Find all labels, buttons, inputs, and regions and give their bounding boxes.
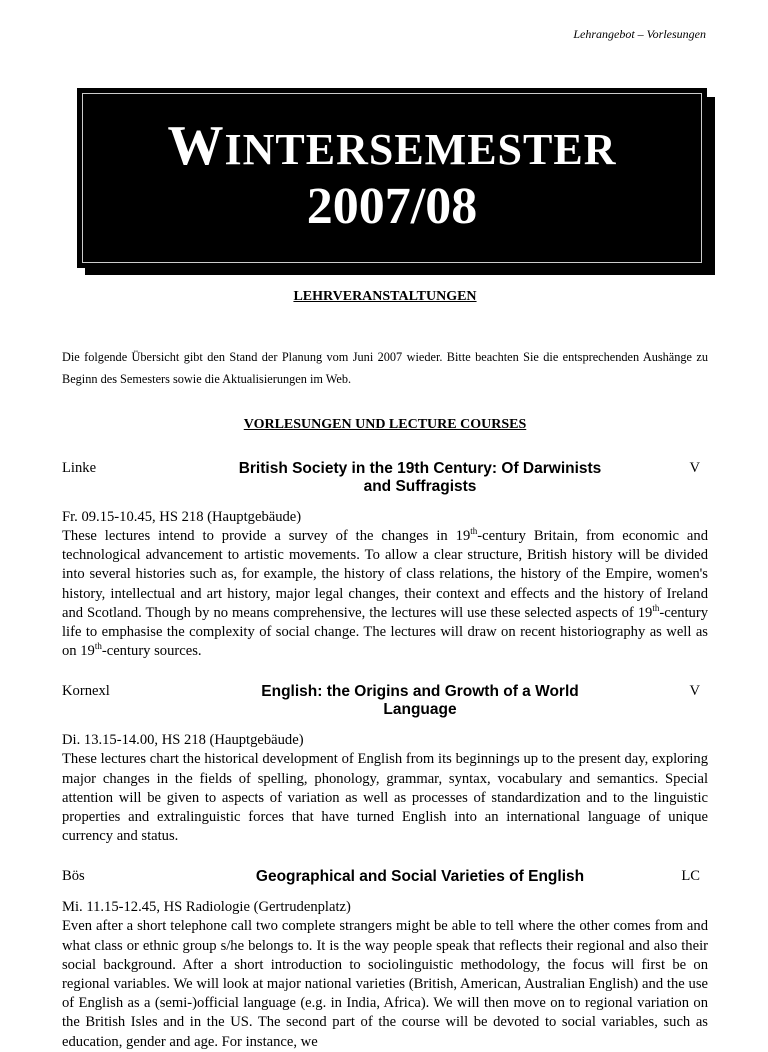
heading: LEHRVERANSTALTUNGEN (293, 289, 477, 304)
lecturer: Kornexl (62, 683, 110, 700)
lecturer: Bös (62, 868, 85, 885)
course-schedule: Mi. 11.15-12.45, HS Radiologie (Gertrudenplatz) (62, 899, 351, 916)
section-heading: VORLESUNGEN UND LECTURE COURSES (243, 417, 527, 432)
course-type: V (689, 460, 700, 476)
course-title: Geographical and Social Varieties of English (255, 868, 585, 886)
intro-paragraph: Die folgende Übersicht gibt den Stand der Planung vom Juni 2007 wieder. Bitte beachten Sie die entsprechenden Aushänge zu Beginn des Semesters sowie die Aktualisierungen im Web. (62, 350, 708, 386)
running-header: Lehrangebot – Vorlesungen (573, 27, 706, 41)
course-title: British Society in the 19th Century: Of Darwinists and Suffragists (238, 460, 602, 495)
course-type: LC (681, 868, 700, 885)
lecturer: Linke (62, 460, 97, 476)
course-entry (62, 683, 708, 846)
banner-rest: INTERSEMESTER (224, 125, 617, 174)
course-schedule: Fr. 09.15-10.45, HS 218 (Hauptgebäude) (62, 509, 302, 525)
banner-year: 2007/08 (306, 178, 478, 235)
course-entry (62, 460, 708, 661)
course-description: These lectures intend to provide a survey of the changes in 19th-century Britain, from economic and technological advancement to artistic movements. To allow a clear structure, British history will be divided into several histories such as, for example, the history of class relations, the history of the Empire, women's history, intellectual and art history, major legal changes, their context and effects and the history of Ireland and Scotland. Though by no means comprehensive, the lectures will use these selected aspects of 19th-century life to emphasise the complexity of social change. The lectures will draw on recent historiography as well as on 19th-century sources. (62, 526, 708, 660)
banner-initial: W (167, 115, 225, 177)
course-entry (62, 868, 708, 1051)
course-title: English: the Origins and Growth of a World Language (261, 683, 579, 719)
course-type: V (689, 683, 700, 700)
course-description: Even after a short telephone call two complete strangers might be able to tell where the other comes from and what class or ethnic group s/he belongs to. It is the way people speak that reflects their regional and also their social background. After a short introduction to sociolinguistic methodology, the focus will first be on regional variables. We will look at major national varieties (British, American, Australian English) and the use of English as a (semi-)official language (e.g. in India, Africa). We will then move on to regional variation on the British Isles and in the US. The second part of the course will be devoted to social variables, such as education, gender and age. For instance, we (62, 918, 708, 1050)
course-schedule: Di. 13.15-14.00, HS 218 (Hauptgebäude) (62, 732, 304, 749)
course-description: These lectures chart the historical development of English from its beginnings up to the present day, exploring major changes in the fields of spelling, phonology, grammar, syntax, vocabulary and semantics. Special attention will be given to aspects of variation as well as processes of standardization and to the linguistic properties and extralinguistic forces that have turned English into an international language of unique currency and status. (62, 751, 708, 845)
